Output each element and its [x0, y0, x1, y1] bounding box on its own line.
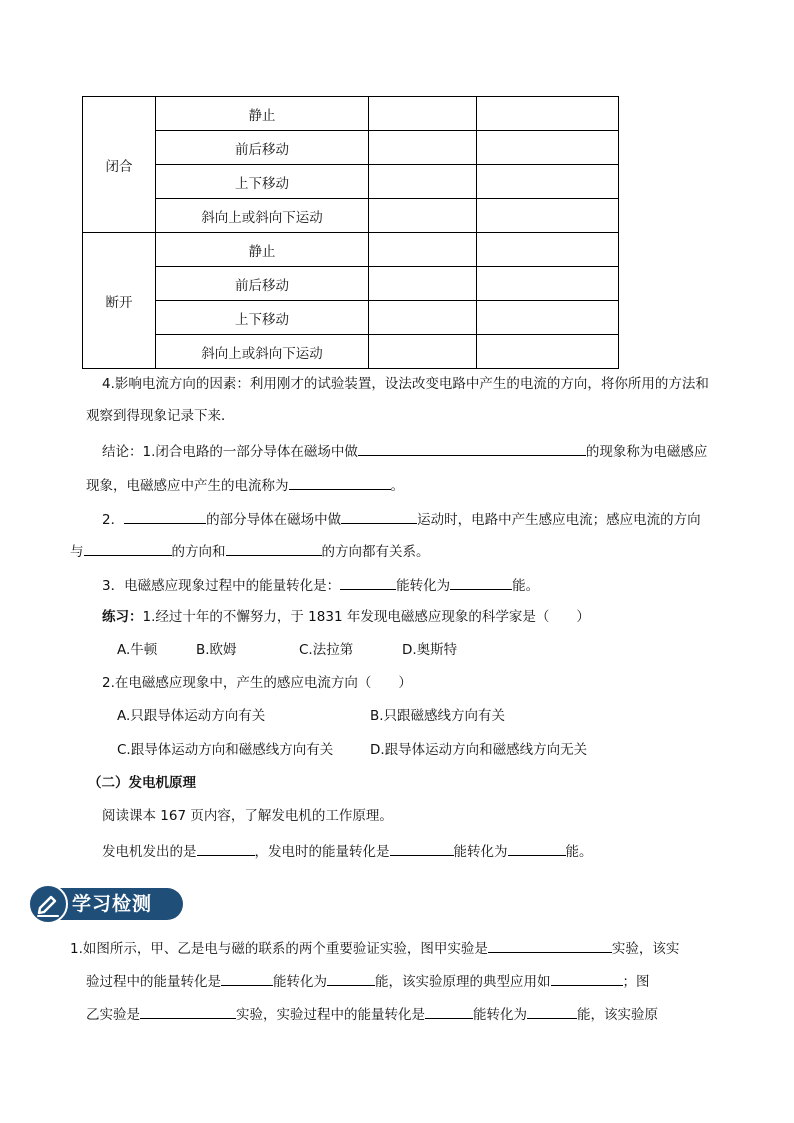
table-cell-state: 上下移动 — [156, 165, 369, 199]
conclusion-text: 2． — [102, 512, 125, 528]
conclusion-text: 的方向和 — [171, 544, 226, 560]
table-cell-empty — [369, 267, 477, 301]
practice-q2: 2.在电磁感应现象中，产生的感应电流方向（ ） — [102, 675, 412, 691]
q2-option-a[interactable]: A.只跟导体运动方向有关 — [117, 708, 266, 724]
conclusion-text: 3．电磁感应现象过程中的能量转化是： — [102, 578, 341, 594]
conclusion-text: 与 — [70, 544, 84, 560]
q1-option-b[interactable]: B.欧姆 — [196, 642, 237, 658]
answer-blank[interactable] — [226, 540, 322, 556]
generator-line — [102, 840, 593, 862]
table-cell-empty — [369, 131, 477, 165]
table-cell-empty — [477, 335, 619, 369]
banner-title: 学习检测 — [72, 893, 153, 915]
answer-blank[interactable] — [450, 574, 512, 590]
answer-blank[interactable] — [197, 840, 255, 856]
row-group-closed: 闭合 — [83, 97, 156, 233]
conclusion-text: 的部分导体在磁场中做 — [206, 512, 342, 528]
q2-option-d[interactable]: D.跟导体运动方向和磁感线方向无关 — [370, 742, 588, 758]
conclusion-text: 的方向都有关系。 — [321, 544, 430, 560]
practice-label: 练习： — [102, 609, 143, 625]
answer-blank[interactable] — [358, 440, 586, 456]
table-cell-empty — [369, 199, 477, 233]
generator-text: 能。 — [565, 844, 593, 860]
check-text: 1.如图所示，甲、乙是电与磁的联系的两个重要验证实验，图甲实验是 — [70, 941, 488, 957]
table-cell-empty — [477, 131, 619, 165]
generator-text: 发电机发出的是 — [102, 844, 197, 860]
pencil-icon — [30, 886, 66, 922]
conclusion-1-line1 — [102, 440, 707, 462]
answer-blank[interactable] — [289, 474, 391, 490]
answer-blank[interactable] — [551, 970, 623, 986]
conclusion-text: 现象，电磁感应中产生的电流称为 — [86, 478, 289, 494]
experiment-table — [82, 96, 619, 369]
answer-blank[interactable] — [84, 540, 172, 556]
q1-option-c[interactable]: C.法拉第 — [299, 642, 354, 658]
table-cell-empty — [477, 267, 619, 301]
table-cell-empty — [477, 165, 619, 199]
conclusion-2-line1 — [102, 508, 701, 530]
answer-blank[interactable] — [341, 508, 417, 524]
answer-blank[interactable] — [340, 574, 396, 590]
q1-option-d[interactable]: D.奥斯特 — [402, 642, 458, 658]
answer-blank[interactable] — [221, 970, 273, 986]
table-cell-empty — [477, 301, 619, 335]
check-line3 — [86, 1003, 658, 1025]
generator-text: ，发电时的能量转化是 — [254, 844, 390, 860]
q2-option-c[interactable]: C.跟导体运动方向和磁感线方向有关 — [117, 742, 334, 758]
banner-icon-badge — [28, 884, 68, 924]
table-cell-empty — [369, 335, 477, 369]
answer-blank[interactable] — [527, 1003, 577, 1019]
generator-read: 阅读课本 167 页内容，了解发电机的工作原理。 — [102, 808, 393, 824]
conclusion-text: 。 — [390, 478, 404, 494]
answer-blank[interactable] — [390, 840, 454, 856]
check-text: 实验，该实 — [611, 941, 680, 957]
table-cell-empty — [369, 301, 477, 335]
generator-heading: （二）发电机原理 — [88, 775, 196, 791]
table-cell-state: 斜向上或斜向下运动 — [156, 335, 369, 369]
table-cell-state: 静止 — [156, 97, 369, 131]
section4-line2: 观察到得现象记录下来． — [86, 408, 235, 424]
question-text: 1.经过十年的不懈努力，于 1831 年发现电磁感应现象的科学家是（ ） — [142, 609, 590, 625]
practice-q1 — [102, 607, 590, 627]
check-text: 乙实验是 — [86, 1007, 140, 1023]
check-line2 — [86, 970, 650, 992]
answer-blank[interactable] — [488, 937, 612, 953]
table-cell-empty — [369, 97, 477, 131]
table-cell-empty — [477, 199, 619, 233]
check-text: 能，该实验原理的典型应用如 — [375, 974, 551, 990]
check-text: 能，该实验原 — [577, 1007, 658, 1023]
conclusion-text: 的现象称为电磁感应 — [585, 444, 708, 460]
table-cell-state: 静止 — [156, 233, 369, 267]
table-cell-state: 前后移动 — [156, 131, 369, 165]
table-cell-state: 斜向上或斜向下运动 — [156, 199, 369, 233]
answer-blank[interactable] — [425, 1003, 473, 1019]
q1-option-a[interactable]: A.牛顿 — [117, 642, 158, 658]
table-cell-state: 上下移动 — [156, 301, 369, 335]
conclusion-3 — [102, 574, 539, 596]
answer-blank[interactable] — [508, 840, 566, 856]
table-cell-empty — [477, 233, 619, 267]
answer-blank[interactable] — [124, 508, 206, 524]
conclusion-1-line2 — [86, 474, 404, 496]
check-text: 实验，实验过程中的能量转化是 — [236, 1007, 425, 1023]
check-text: ；图 — [622, 974, 650, 990]
check-text: 能转化为 — [473, 1007, 527, 1023]
generator-text: 能转化为 — [453, 844, 508, 860]
conclusion-text: 能转化为 — [396, 578, 451, 594]
conclusion-text: 运动时，电路中产生感应电流；感应电流的方向 — [417, 512, 701, 528]
table-cell-empty — [369, 233, 477, 267]
table-cell-empty — [477, 97, 619, 131]
table-cell-state: 前后移动 — [156, 267, 369, 301]
q2-option-b[interactable]: B.只跟磁感线方向有关 — [370, 708, 506, 724]
conclusion-text: 能。 — [512, 578, 540, 594]
answer-blank[interactable] — [140, 1003, 236, 1019]
check-line1 — [70, 937, 679, 959]
row-group-open: 断开 — [83, 233, 156, 369]
section-banner — [28, 884, 183, 924]
check-text: 验过程中的能量转化是 — [86, 974, 221, 990]
conclusion-2-line2 — [70, 540, 430, 562]
section4-line1: 4.影响电流方向的因素：利用刚才的试验装置，设法改变电路中产生的电流的方向，将你所用的方法和 — [102, 376, 709, 392]
table-cell-empty — [369, 165, 477, 199]
answer-blank[interactable] — [327, 970, 375, 986]
conclusion-text: 结论：1.闭合电路的一部分导体在磁场中做 — [102, 444, 358, 460]
check-text: 能转化为 — [273, 974, 327, 990]
